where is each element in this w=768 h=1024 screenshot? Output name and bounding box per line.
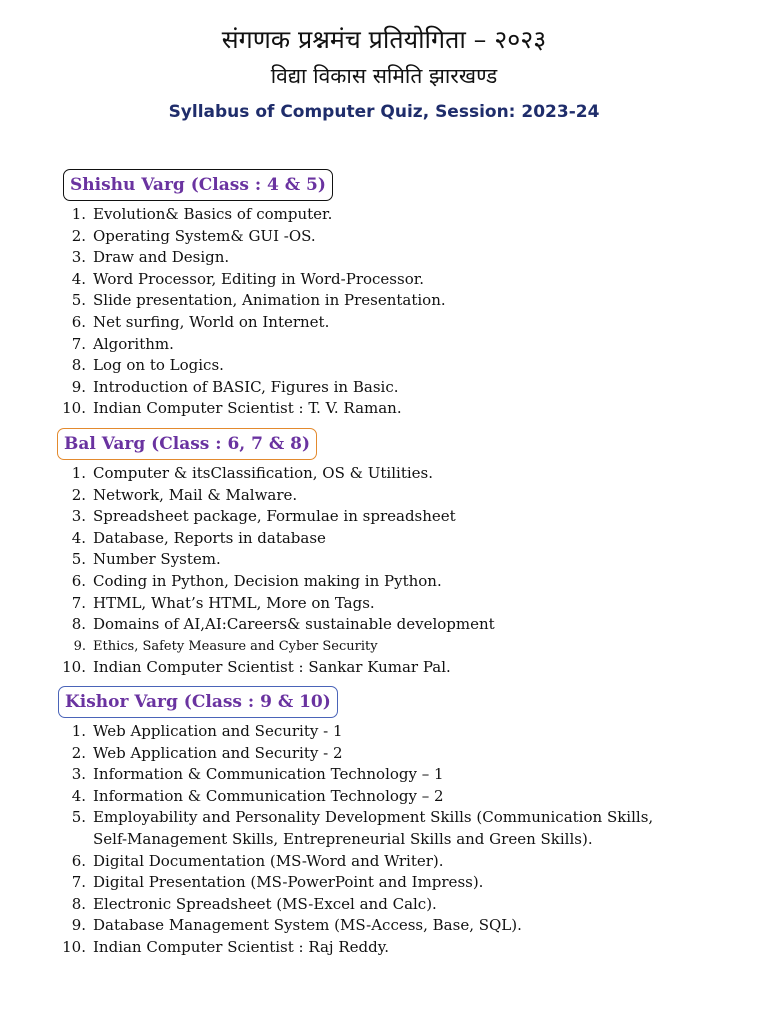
item-number: 2. [71,226,86,245]
item-text: Electronic Spreadsheet (MS-Excel and Calc). [93,894,437,913]
item-text: Operating System& GUI -OS. [93,226,316,245]
list-item [0,377,700,399]
item-text: Web Application and Security - 2 [93,743,343,762]
item-number: 5. [71,808,86,827]
list-item [0,743,700,765]
item-text: Slide presentation, Animation in Presentation. [93,291,446,310]
list-item [0,786,700,808]
list-item [0,528,700,550]
list-item [0,355,700,377]
syllabus-title: Syllabus of Computer Quiz, Session: 2023-24 [168,102,600,122]
list-item [0,614,700,636]
item-number: 8. [71,356,86,375]
list-item [0,226,700,248]
quiz-title-hindi: संगणक प्रश्नमंच प्रतियोगिता – २०२३ [221,25,547,54]
list-item [0,463,700,485]
organization-name-hindi: विद्या विकास समिति झारखण्ड [270,64,498,88]
list-item [0,290,700,312]
list-item [0,851,700,873]
section-heading-shishu-varg: Shishu Varg (Class : 4 & 5) [63,169,333,201]
list-item [0,807,683,850]
item-text: Indian Computer Scientist : T. V. Raman. [93,399,402,418]
item-text: Coding in Python, Decision making in Python. [93,571,442,590]
item-text: Draw and Design. [93,248,230,267]
item-number: 7. [71,334,86,353]
item-text: Domains of AI,AI:Careers& sustainable development [93,615,495,634]
item-text: Information & Communication Technology – 2 [93,786,444,805]
item-number: 6. [71,851,86,870]
list-item [0,247,700,269]
list-item [0,571,700,593]
list-item [0,937,700,959]
item-text: Network, Mail & Malware. [93,485,298,504]
list-item [0,657,700,679]
list-item [0,549,700,571]
list-item [0,636,700,658]
item-number: 6. [71,571,86,590]
list-item [0,721,700,743]
list-item [0,593,700,615]
item-text: Net surfing, World on Internet. [93,312,330,331]
list-item [0,506,700,528]
item-number: 1. [71,464,86,482]
item-text: Spreadsheet package, Formulae in spreadsheet [93,507,456,526]
item-text: Evolution& Basics of computer. [93,205,333,223]
item-number: 10. [62,658,86,677]
item-number: 8. [71,894,86,913]
item-text: Algorithm. [93,334,174,353]
item-number: 3. [71,248,86,267]
item-number: 5. [71,291,86,310]
item-text: Computer & itsClassification, OS & Utilities. [93,464,433,482]
item-text: Word Processor, Editing in Word-Processor. [93,269,425,288]
section-heading-bal-varg: Bal Varg (Class : 6, 7 & 8) [57,428,317,460]
list-item [0,872,700,894]
list-item [0,312,700,334]
item-number: 1. [71,205,86,223]
item-number: 2. [71,743,86,762]
item-number: 9. [71,377,86,396]
shishu-varg-topic-list [0,204,700,420]
item-number: 3. [71,765,86,784]
list-item [0,485,700,507]
item-text: Log on to Logics. [93,356,224,375]
item-number: 7. [71,873,86,892]
item-text: Database, Reports in database [93,528,326,547]
item-text: Indian Computer Scientist : Sankar Kumar Pal. [93,658,451,677]
kishor-varg-topic-list [0,721,700,959]
item-text: Ethics, Safety Measure and Cyber Security [93,638,378,654]
item-text: Number System. [93,550,221,569]
list-item [0,398,700,420]
item-number: 3. [71,507,86,526]
list-item [0,764,700,786]
item-text: Database Management System (MS-Access, Base, SQL). [93,916,522,935]
item-number: 9. [71,916,86,935]
item-number: 10. [62,937,86,956]
bal-varg-topic-list [0,463,700,679]
item-number: 8. [71,615,86,634]
item-text: Information & Communication Technology – 1 [93,765,444,784]
list-item [0,894,700,916]
item-number: 5. [71,550,86,569]
item-text: Employability and Personality Development Skills (Communication Skills, Self-Management Skills, Entrepreneurial Skills and Green Skills). [93,808,654,848]
list-item [0,915,700,937]
section-heading-kishor-varg: Kishor Varg (Class : 9 & 10) [58,686,338,718]
item-number: 7. [71,593,86,612]
item-number: 4. [71,269,86,288]
item-text: Digital Presentation (MS-PowerPoint and Impress). [93,873,484,892]
item-number: 6. [71,312,86,331]
item-number: 2. [71,485,86,504]
item-number: 10. [62,399,86,418]
list-item [0,269,700,291]
item-number: 4. [71,786,86,805]
item-text: Introduction of BASIC, Figures in Basic. [93,377,399,396]
list-item [0,204,700,226]
item-text: Indian Computer Scientist : Raj Reddy. [93,937,389,956]
item-text: HTML, What’s HTML, More on Tags. [93,593,375,612]
item-text: Web Application and Security - 1 [93,722,343,740]
item-number: 4. [71,528,86,547]
item-text: Digital Documentation (MS-Word and Writer). [93,851,444,870]
item-number: 1. [71,722,86,740]
list-item [0,334,700,356]
item-number: 9. [73,638,86,654]
